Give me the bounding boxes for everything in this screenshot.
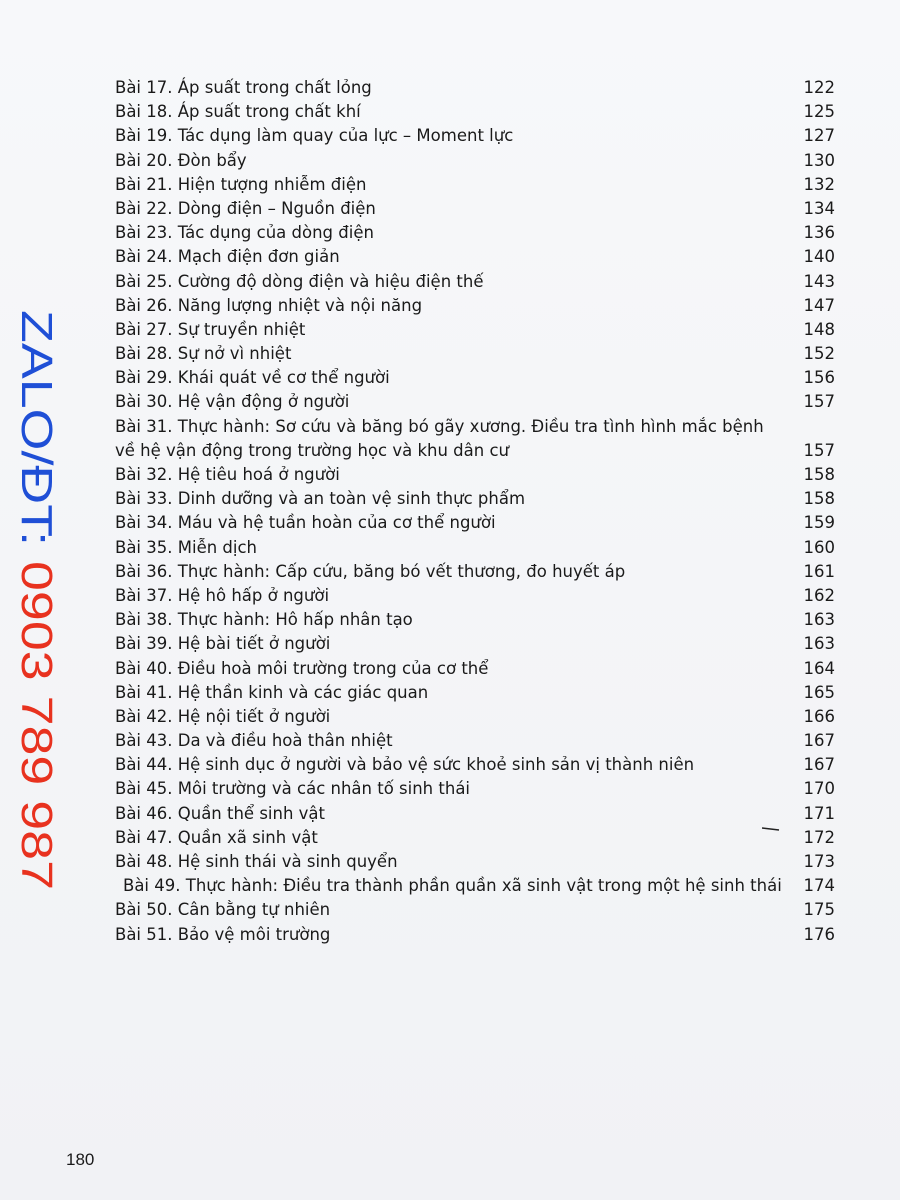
toc-entry-title: Bài 26. Năng lượng nhiệt và nội năng <box>115 295 423 315</box>
toc-entry <box>115 270 835 294</box>
toc-entry-title: Bài 38. Thực hành: Hô hấp nhân tạo <box>115 610 413 630</box>
toc-entry <box>115 923 835 947</box>
toc-entry <box>115 197 835 221</box>
toc-entry-title: Bài 29. Khái quát về cơ thể người <box>115 368 390 388</box>
toc-entry <box>115 439 835 463</box>
toc-entry <box>115 76 835 100</box>
toc-entry-title: Bài 24. Mạch điện đơn giản <box>115 247 340 267</box>
toc-entry-page: 166 <box>803 706 835 726</box>
toc-entry-title: Bài 30. Hệ vận động ở người <box>115 392 350 412</box>
toc-entry-title: Bài 42. Hệ nội tiết ở người <box>115 706 331 726</box>
toc-entry <box>115 632 835 656</box>
toc-entry-page: 158 <box>803 465 835 484</box>
toc-entry-title: Bài 49. Thực hành: Điều tra thành phần quần xã sinh vật trong một hệ sinh thái <box>123 876 782 896</box>
toc-entry-title: Bài 37. Hệ hô hấp ở người <box>115 585 330 605</box>
toc-entry <box>115 560 835 584</box>
toc-entry <box>115 584 835 608</box>
toc-entry-page: 158 <box>803 489 835 509</box>
toc-entry <box>115 221 835 245</box>
toc-entry-title: Bài 23. Tác dụng của dòng điện <box>115 223 374 243</box>
toc-entry <box>115 874 835 898</box>
toc-entry-title: Bài 50. Cân bằng tự nhiên <box>115 900 331 920</box>
toc-entry <box>115 753 835 777</box>
toc-entry <box>115 100 835 124</box>
toc-entry <box>115 390 835 414</box>
toc-entry-page: 130 <box>803 150 835 170</box>
toc-entry-title: Bài 36. Thực hành: Cấp cứu, băng bó vết thương, đo huyết áp <box>115 561 626 581</box>
page-number: 180 <box>66 1150 95 1169</box>
toc-entry <box>115 802 835 826</box>
table-of-contents <box>115 76 835 947</box>
toc-entry-page: 152 <box>803 344 835 364</box>
toc-entry <box>115 149 835 173</box>
toc-entry-page: 171 <box>803 803 835 823</box>
toc-entry-title: Bài 51. Bảo vệ môi trường <box>115 924 331 944</box>
toc-entry <box>115 657 835 681</box>
toc-entry-title: Bài 28. Sự nở vì nhiệt <box>115 344 292 364</box>
toc-entry-page: 173 <box>803 852 835 871</box>
toc-entry-page: 122 <box>803 78 835 97</box>
toc-entry-title: Bài 19. Tác dụng làm quay của lực – Moment lực <box>115 126 514 146</box>
toc-entry-title: Bài 32. Hệ tiêu hoá ở người <box>115 465 340 484</box>
toc-entry-page: 163 <box>803 634 835 654</box>
toc-entry-page: 125 <box>803 102 835 122</box>
phone-watermark <box>8 310 68 910</box>
toc-entry-title: Bài 40. Điều hoà môi trường trong của cơ thể <box>115 658 489 678</box>
toc-entry <box>115 318 835 342</box>
toc-entry <box>115 511 835 535</box>
toc-entry <box>115 681 835 705</box>
toc-entry <box>115 342 835 366</box>
toc-entry-page: 172 <box>803 827 835 847</box>
toc-entry-title: Bài 31. Thực hành: Sơ cứu và băng bó gãy xương. Điều tra tình hình mắc bệnh <box>115 416 764 436</box>
toc-entry <box>115 705 835 729</box>
toc-entry-title: Bài 44. Hệ sinh dục ở người và bảo vệ sức khoẻ sinh sản vị thành niên <box>115 755 695 775</box>
pen-stroke-mark <box>762 816 780 820</box>
toc-entry-page: 170 <box>803 779 835 799</box>
toc-entry-page: 156 <box>803 368 835 388</box>
toc-entry-title: Bài 45. Môi trường và các nhân tố sinh thái <box>115 779 471 799</box>
toc-entry <box>115 294 835 318</box>
toc-entry-page: 160 <box>803 537 835 557</box>
toc-entry <box>115 124 835 148</box>
toc-entry <box>115 366 835 390</box>
toc-entry-title: về hệ vận động trong trường học và khu dân cư <box>115 440 510 460</box>
toc-entry <box>115 898 835 922</box>
toc-entry-page: 176 <box>803 924 835 944</box>
toc-entry-title: Bài 48. Hệ sinh thái và sinh quyển <box>115 852 398 871</box>
toc-entry-title: Bài 33. Dinh dưỡng và an toàn vệ sinh thực phẩm <box>115 489 526 509</box>
toc-entry <box>115 245 835 269</box>
toc-entry-page: 163 <box>803 610 835 630</box>
toc-entry-page: 140 <box>803 247 835 267</box>
toc-entry-title: Bài 27. Sự truyền nhiệt <box>115 319 306 339</box>
toc-entry <box>115 487 835 511</box>
toc-entry-title: Bài 35. Miễn dịch <box>115 537 258 557</box>
toc-entry-page: 159 <box>803 513 835 533</box>
toc-entry-page: 162 <box>803 585 835 605</box>
toc-entry-page: 132 <box>803 174 835 194</box>
toc-entry-title: Bài 22. Dòng điện – Nguồn điện <box>115 198 376 218</box>
toc-entry <box>115 608 835 632</box>
toc-entry-page: 148 <box>803 319 835 339</box>
toc-entry <box>115 850 835 874</box>
toc-entry-title: Bài 46. Quần thể sinh vật <box>115 803 326 823</box>
toc-entry-page: 167 <box>803 755 835 775</box>
toc-entry-page: 165 <box>803 682 835 702</box>
watermark-text: ZALO/ĐT: 0903 789 987 <box>12 310 61 828</box>
toc-entry <box>115 536 835 560</box>
toc-entry-page: 136 <box>803 223 835 243</box>
toc-entry-title: Bài 20. Đòn bẩy <box>115 150 247 170</box>
toc-entry-page: 143 <box>803 271 835 291</box>
toc-entry-page: 174 <box>803 876 835 896</box>
toc-entry-page: 127 <box>803 126 835 146</box>
toc-entry <box>115 826 835 850</box>
toc-entry-page: 164 <box>803 658 835 678</box>
toc-entry-page: 157 <box>803 392 835 412</box>
toc-entry-title: Bài 34. Máu và hệ tuần hoàn của cơ thể người <box>115 513 496 533</box>
toc-entry-page: 167 <box>803 731 835 751</box>
toc-entry-page: 134 <box>803 198 835 218</box>
toc-entry-page: 147 <box>803 295 835 315</box>
toc-entry-title: Bài 43. Da và điều hoà thân nhiệt <box>115 731 393 751</box>
toc-entry-title: Bài 25. Cường độ dòng điện và hiệu điện thế <box>115 271 484 291</box>
toc-entry <box>115 463 835 487</box>
toc-entry-title: Bài 47. Quần xã sinh vật <box>115 827 318 847</box>
toc-entry <box>115 415 835 439</box>
toc-entry-title: Bài 17. Áp suất trong chất lỏng <box>115 78 372 97</box>
toc-entry-page: 175 <box>803 900 835 920</box>
toc-entry-page: 157 <box>803 440 835 460</box>
toc-entry <box>115 777 835 801</box>
toc-entry-page: 161 <box>803 561 835 581</box>
toc-entry <box>115 173 835 197</box>
toc-entry-title: Bài 21. Hiện tượng nhiễm điện <box>115 174 367 194</box>
toc-entry <box>115 729 835 753</box>
toc-entry-title: Bài 39. Hệ bài tiết ở người <box>115 634 331 654</box>
toc-entry-title: Bài 41. Hệ thần kinh và các giác quan <box>115 682 429 702</box>
toc-entry-title: Bài 18. Áp suất trong chất khí <box>115 102 361 122</box>
